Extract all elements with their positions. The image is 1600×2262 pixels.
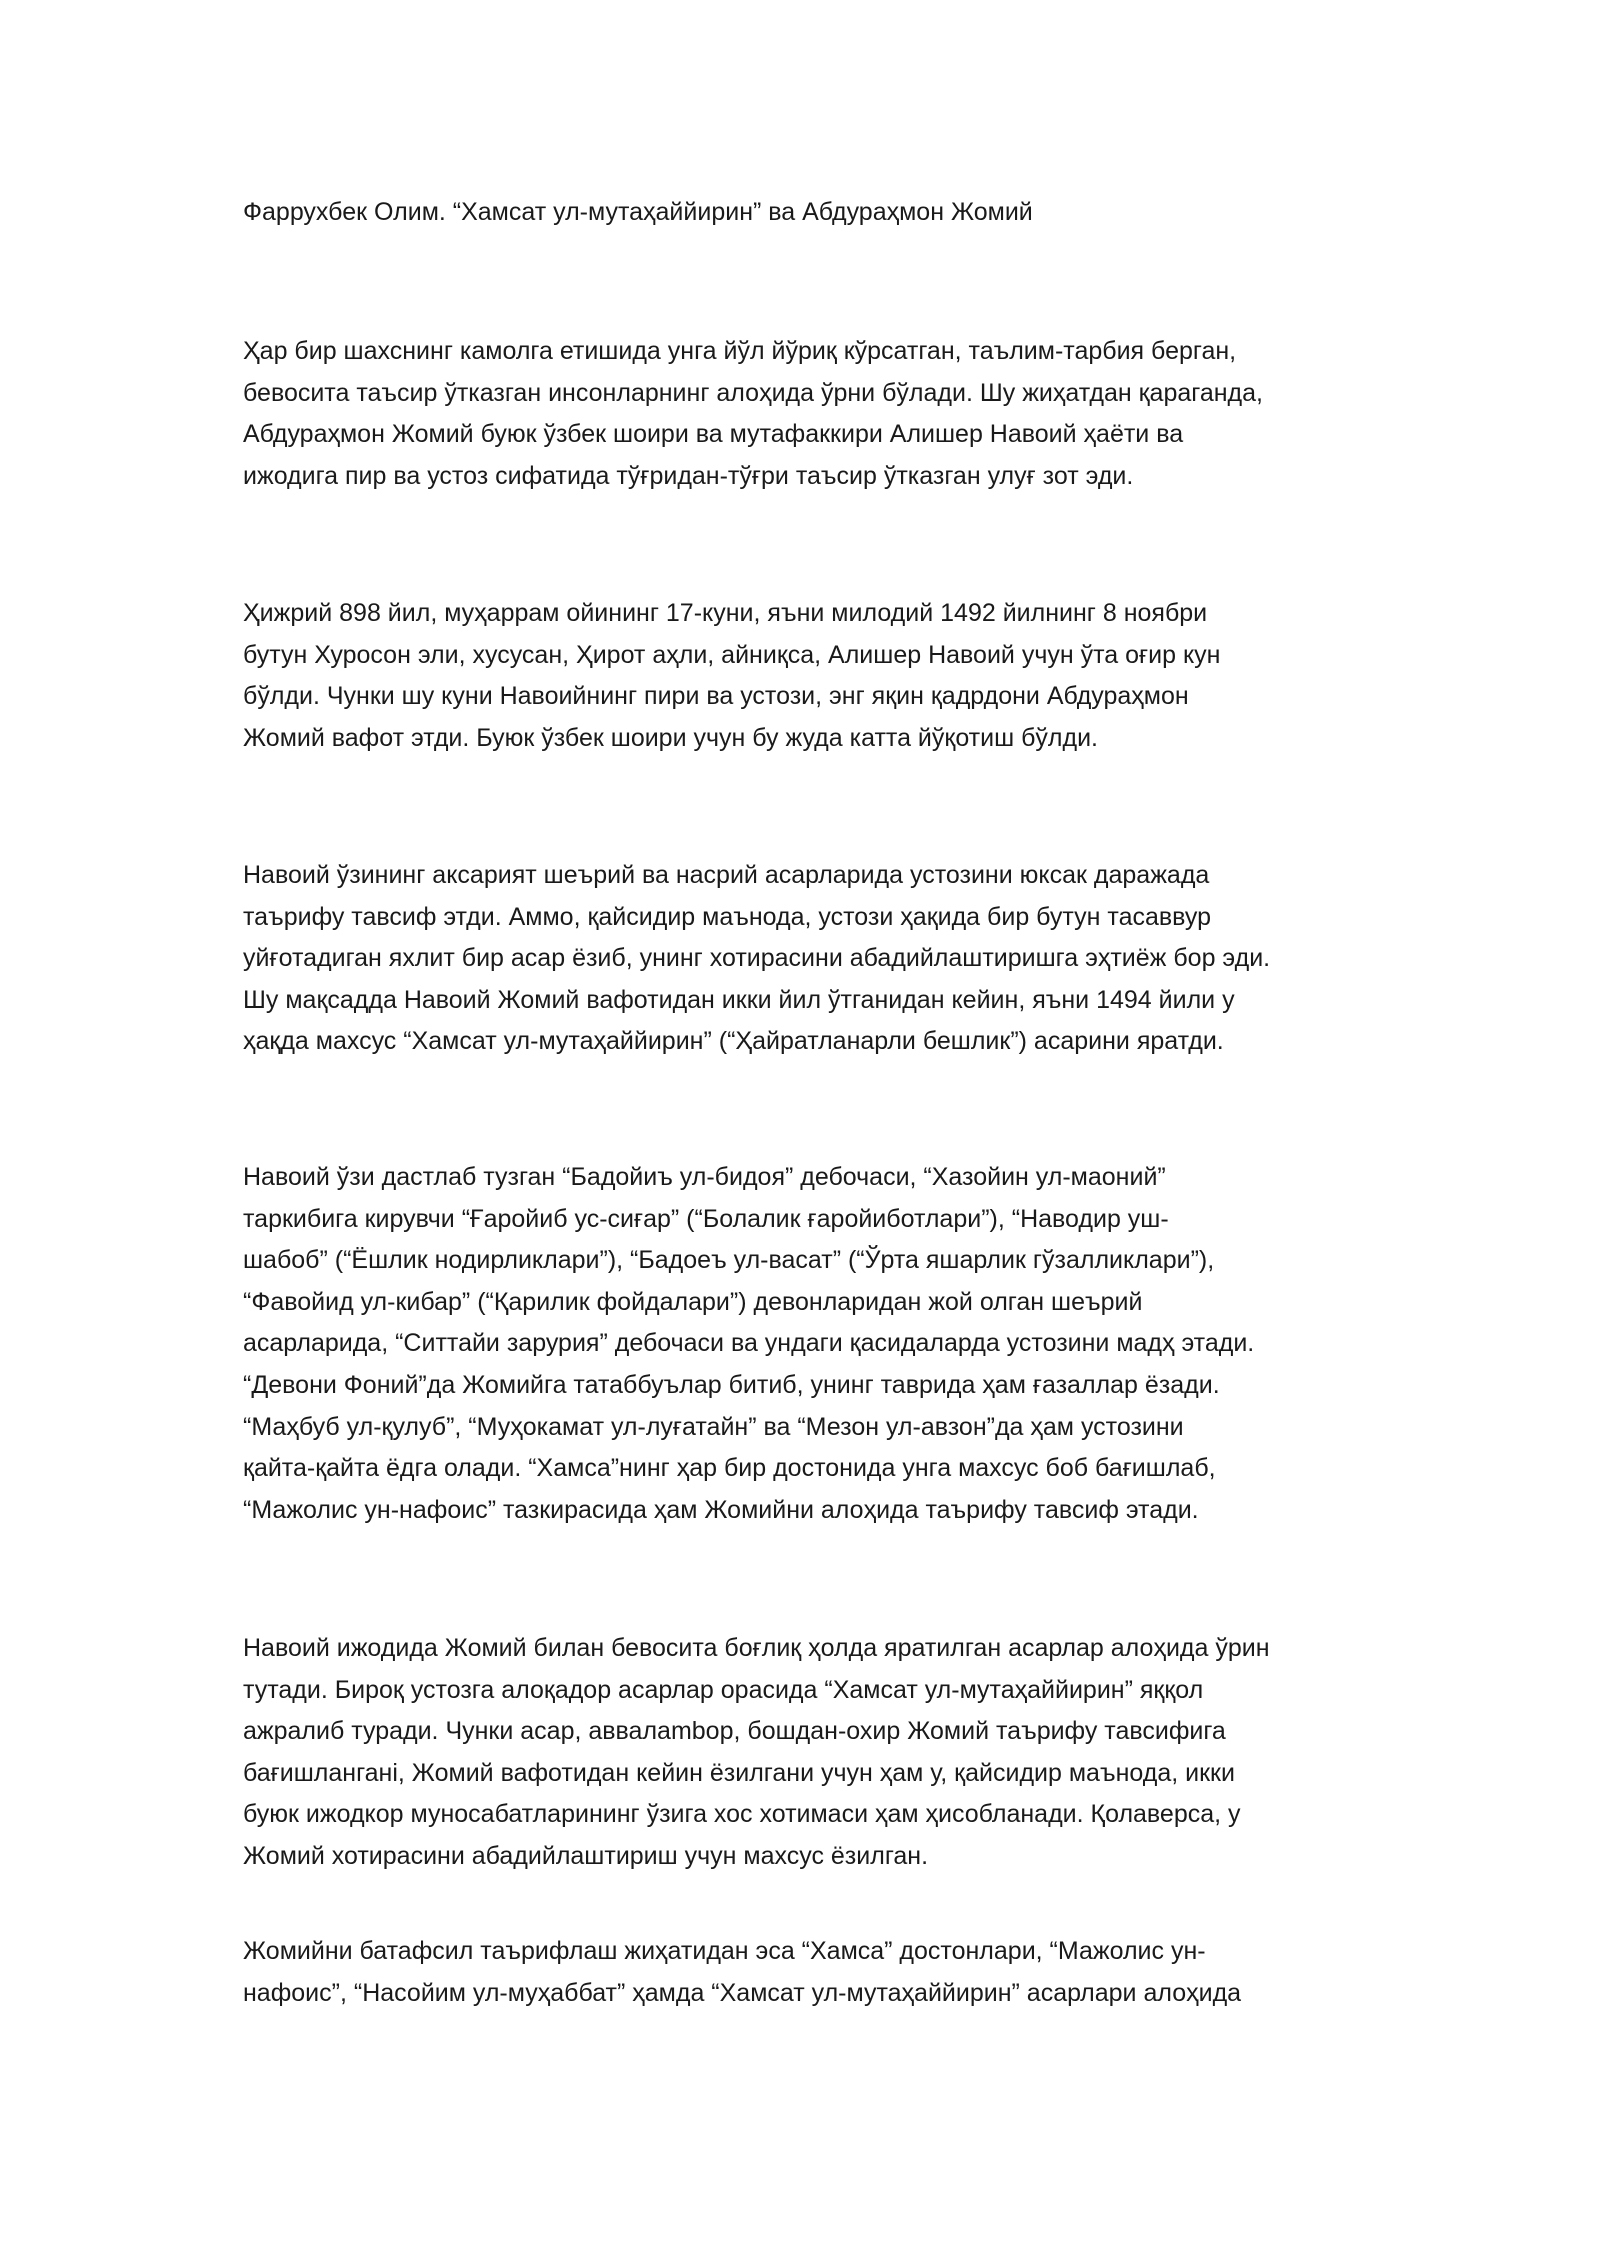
paragraph-2: Ҳижрий 898 йил, муҳаррам ойининг 17-куни, яъни милодий 1492 йилнинг 8 ноябри бутун Хуросон эли, хусусан, Ҳирот аҳли, айниқса, Алишер Навоий учун ўта оғир кун бўлди. Чунки шу куни Навоийнинг пири ва устози, энг яқин қадрдони Абдураҳмон Жомий вафот этди. Буюк ўзбек шоири учун бу жуда катта йўқотиш бўлди.: [243, 599, 1221, 752]
paragraph-6: Жомийни батафсил таърифлаш жиҳатидан эса “Хамса” достонлари, “Мажолис ун- нафоис”, “Насойим ул-муҳаббат” ҳамда “Хамсат ул-мутаҳаййирин” асарлари алоҳида: [243, 1937, 1242, 2007]
paragraph-3: Навоий ўзининг аксарият шеърий ва насрий асарларида устозини юксак даражада таърифу тавсиф этди. Аммо, қайсидир маънода, устози ҳақида бир бутун тасаввур уйғотадиган яхлит бир асар ёзиб, унинг хотирасини абадийлаштиришга эҳтиёж бор эди. Шу мақсадда Навоий Жомий вафотидан икки йил ўтганидан кейин, яъни 1494 йили у ҳақда махсус “Хамсат ул-мутаҳаййирин” (“Ҳайратланарли бешлик”) асарини яратди.: [243, 861, 1271, 1056]
document-title: Фаррухбек Олим. “Хамсат ул-мутаҳаййирин” ва Абдураҳмон Жомий: [243, 198, 1033, 226]
paragraph-4: Навоий ўзи дастлаб тузган “Бадойиъ ул-бидоя” дебочаси, “Хазойин ул-маоний” таркибига кирувчи “Ғаройиб ус-сиғар” (“Болалик ғаройиботлари”), “Наводир уш- шабоб” (“Ёшлик нодирликлари”), “Бадоеъ ул-васат” (“Ўрта яшарлик гўзалликлари”), “Фавойид ул-кибар” (“Қарилик фойдалари”) девонларидан жой олган шеърий асарларида, “Ситтайи зарурия” дебочаси ва ундаги қасидаларда устозини мадҳ этади. “Девони Фоний”да Жомийга татаббуълар битиб, унинг таврида ҳам ғазаллар ёзади. “Маҳбуб ул-қулуб”, “Муҳокамат ул-луғатайн” ва “Мезон ул-авзон”да ҳам устозини қайта-қайта ёдга олади. “Хамса”нинг ҳар бир достонида унга махсус боб бағишлаб, “Мажолис ун-нафоис” тазкирасида ҳам Жомийни алоҳида таърифу тавсиф этади.: [243, 1163, 1255, 1524]
paragraph-1: Ҳар бир шахснинг камолга етишида унга йўл йўриқ кўрсатган, таълим-тарбия берган, бевосита таъсир ўтказган инсонларнинг алоҳида ўрни бўлади. Шу жиҳатдан қараганда, Абдураҳмон Жомий буюк ўзбек шоири ва мутафаккири Алишер Навоий ҳаёти ва ижодига пир ва устоз сифатида тўғридан-тўғри таъсир ўтказган улуғ зот эди.: [243, 337, 1263, 490]
paragraph-5: Навоий ижодида Жомий билан бевосита боғлиқ ҳолда яратилган асарлар алоҳида ўрин тутади. Бироқ устозга алоқадор асарлар орасида “Хамсат ул-мутаҳаййирин” яққол ажралиб туради. Чунки асар, аввалambор, бошдан-охир Жомий таърифу тавсифига бағишланганi, Жомий вафотидан кейин ёзилгани учун ҳам у, қайсидир маънода, икки буюк ижодкор муносабатларининг ўзига хос хотимаси ҳам ҳисобланади. Қолаверса, у Жомий хотирасини абадийлаштириш учун махсус ёзилган.: [243, 1634, 1270, 1870]
